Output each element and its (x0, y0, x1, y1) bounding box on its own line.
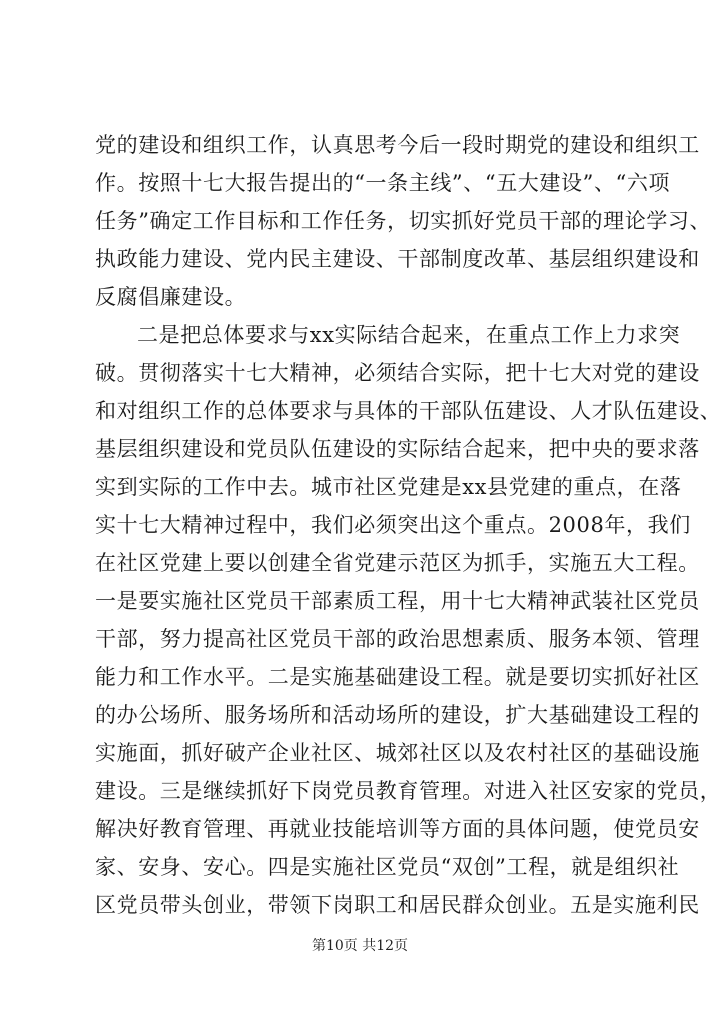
body-text-line: 能力和工作水平。二是实施基础建设工程。就是要切实抓好社区 (95, 665, 700, 689)
body-text-line: 党的建设和组织工作，认真思考今后一段时期党的建设和组织工 (95, 133, 700, 157)
body-text-line: 解决好教育管理、再就业技能培训等方面的具体问题，使党员安 (95, 817, 700, 841)
body-text-line: 一是要实施社区党员干部素质工程，用十七大精神武装社区党员 (95, 589, 700, 613)
body-text-line: 反腐倡廉建设。 (95, 285, 247, 309)
body-text-line: 实到实际的工作中去。城市社区党建是xx县党建的重点，在落 (95, 475, 682, 499)
body-text-line: 家、安身、安心。四是实施社区党员“双创”工程，就是组织社 (95, 855, 680, 879)
body-text-line: 在社区党建上要以创建全省党建示范区为抓手，实施五大工程。 (95, 551, 700, 575)
body-text-line: 区党员带头创业，带领下岗职工和居民群众创业。五是实施利民 (95, 893, 700, 917)
body-text-line: 执政能力建设、党内民主建设、干部制度改革、基层组织建设和 (95, 247, 700, 271)
body-text-line: 干部，努力提高社区党员干部的政治思想素质、服务本领、管理 (95, 627, 700, 651)
body-text-line: 作。按照十七大报告提出的“一条主线”、“五大建设”、“六项 (95, 171, 671, 195)
body-text-line: 基层组织建设和党员队伍建设的实际结合起来，把中央的要求落 (95, 437, 700, 461)
body-text-line: 破。贯彻落实十七大精神，必须结合实际，把十七大对党的建设 (95, 361, 700, 385)
page-number-footer: 第10页 共12页 (311, 938, 409, 954)
body-text-line: 实十七大精神过程中，我们必须突出这个重点。2008年，我们 (95, 513, 691, 537)
body-text-line: 的办公场所、服务场所和活动场所的建设，扩大基础建设工程的 (95, 703, 700, 727)
paragraph-first-line: 二是把总体要求与xx实际结合起来，在重点工作上力求突 (137, 323, 681, 347)
body-text-line: 实施面，抓好破产企业社区、城郊社区以及农村社区的基础设施 (95, 741, 700, 765)
body-text-line: 建设。三是继续抓好下岗党员教育管理。对进入社区安家的党员， (95, 779, 721, 803)
body-text-line: 和对组织工作的总体要求与具体的干部队伍建设、人才队伍建设、 (95, 399, 721, 423)
body-text-line: 任务”确定工作目标和工作任务，切实抓好党员干部的理论学习、 (95, 209, 712, 233)
